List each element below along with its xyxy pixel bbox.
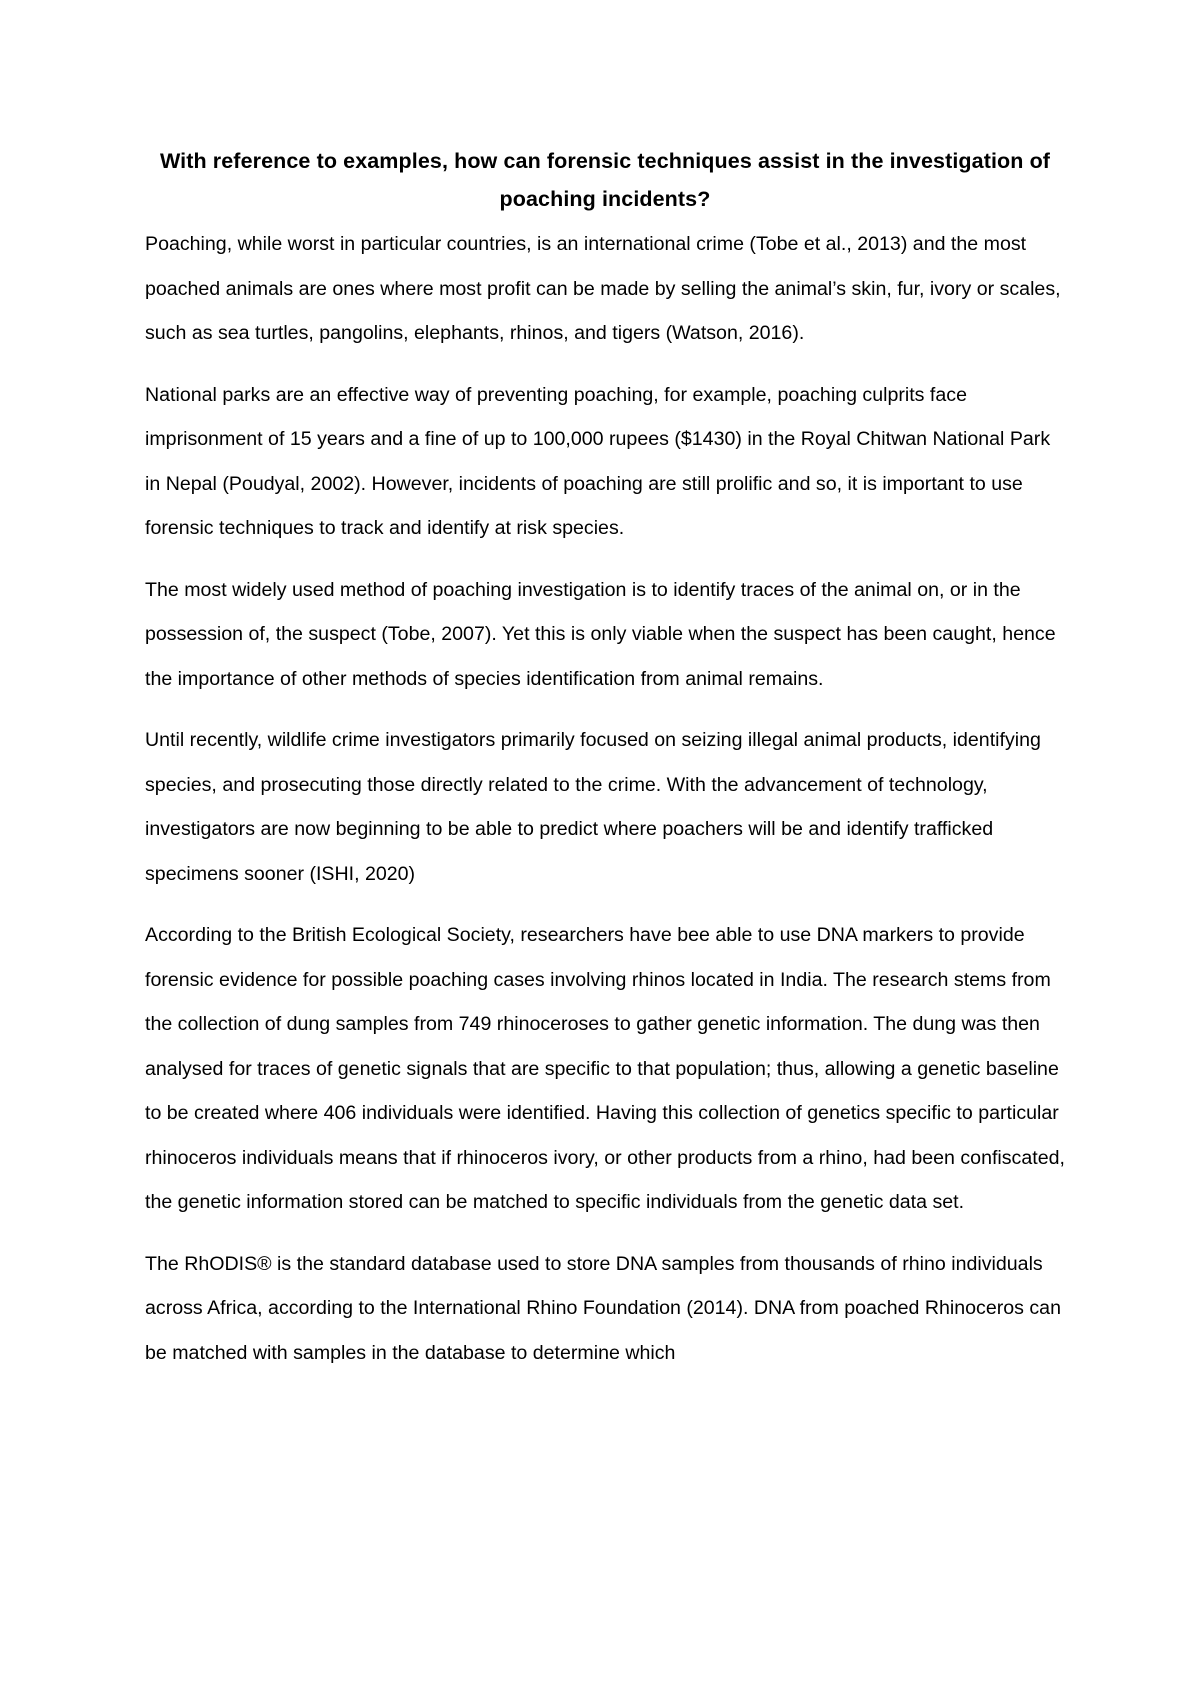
document-title: With reference to examples, how can forensic techniques assist in the investigation of poaching incidents? bbox=[159, 149, 1051, 211]
paragraph-investigation-method: The most widely used method of poaching investigation is to identify traces of the animal on, or in the possession of, the suspect (Tobe, 2007). Yet this is only viable when the suspect has been caught, hence the importance of other methods of species identification from animal remains. bbox=[145, 578, 1056, 690]
paragraph-technology-advancement: Until recently, wildlife crime investigators primarily focused on seizing illegal animal products, identifying species, and prosecuting those directly related to the crime. With the advancement of technology, investigators are now beginning to be able to predict where poachers will be and identify trafficked specimens sooner (ISHI, 2020) bbox=[145, 729, 1041, 885]
paragraph-poaching-overview: Poaching, while worst in particular countries, is an international crime (Tobe et al., 2013) and the most poached animals are ones where most profit can be made by selling the animal’s skin, fur, ivory or scales, such as sea turtles, pangolins, elephants, rhinos, and tigers (Watson, 2016). bbox=[145, 233, 1061, 344]
paragraph-rhodis-database: The RhODIS® is the standard database used to store DNA samples from thousands of rhino individuals across Africa, according to the International Rhino Foundation (2014). DNA from poached Rhinoceros can be matched with samples in the database to determine which bbox=[145, 1252, 1061, 1364]
paragraph-dna-markers: According to the British Ecological Society, researchers have bee able to use DNA markers to provide forensic evidence for possible poaching cases involving rhinos located in India. The research stems from the collection of dung samples from 749 rhinoceroses to gather genetic information. The dung was then analysed for traces of genetic signals that are specific to that population; thus, allowing a genetic baseline to be created where 406 individuals were identified. Having this collection of genetics specific to particular rhinoceros individuals means that if rhinoceros ivory, or other products from a rhino, had been confiscated, the genetic information stored can be matched to specific individuals from the genetic data set. bbox=[145, 924, 1065, 1213]
paragraph-national-parks: National parks are an effective way of preventing poaching, for example, poaching culprits face imprisonment of 15 years and a fine of up to 100,000 rupees ($1430) in the Royal Chitwan National Park in Nepal (Poudyal, 2002). However, incidents of poaching are still prolific and so, it is important to use forensic techniques to track and identify at risk species. bbox=[145, 383, 1051, 539]
document-body bbox=[145, 142, 1065, 1392]
